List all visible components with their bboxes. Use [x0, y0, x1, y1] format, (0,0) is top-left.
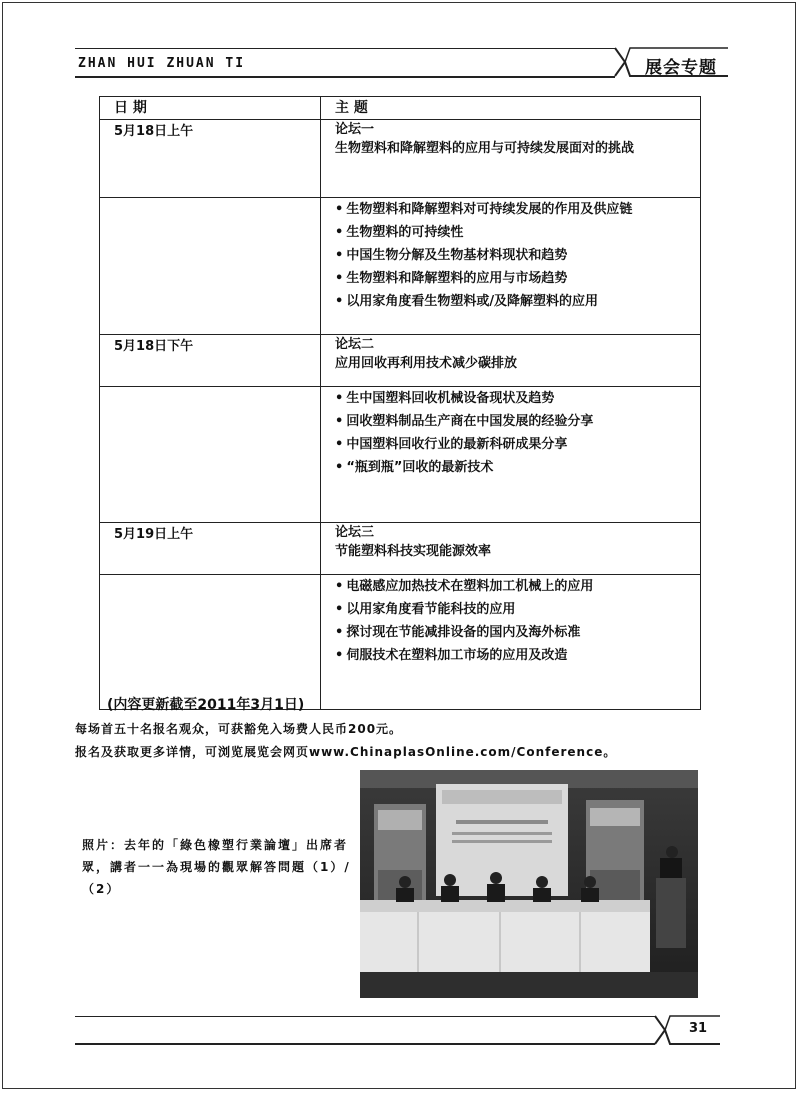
session-date: 5月18日上午 [100, 120, 321, 198]
bullet-list [321, 198, 701, 335]
table-row [100, 120, 701, 198]
conference-photo [360, 770, 698, 998]
empty-cell [100, 387, 321, 523]
update-note: (内容更新截至2011年3月1日) [107, 697, 305, 713]
list-item: • 生物塑料和降解塑料对可持续发展的作用及供应链 [335, 198, 700, 221]
forum-title: 节能塑料科技实现能源效率 [335, 544, 492, 559]
header-topic: 主 题 [321, 97, 701, 120]
list-item: • 探讨现在节能减排设备的国内及海外标准 [335, 621, 700, 644]
table-row [100, 387, 701, 523]
list-item: • 以用家角度看生物塑料或/及降解塑料的应用 [335, 290, 700, 313]
table-row [100, 335, 701, 387]
footer-rule-bottom [75, 1043, 655, 1045]
footer-banner-shape [640, 1012, 730, 1048]
session-date: 5月19日上午 [100, 523, 321, 575]
empty-cell [100, 198, 321, 335]
list-item: • 生物塑料的可持续性 [335, 221, 700, 244]
list-item: • 中国塑料回收行业的最新科研成果分享 [335, 433, 700, 456]
forum-label: 论坛二 [335, 337, 375, 352]
list-item: • 电磁感应加热技术在塑料加工机械上的应用 [335, 575, 700, 598]
list-item: • 伺服技术在塑料加工市场的应用及改造 [335, 644, 700, 667]
header-left-text: ZHAN HUI ZHUAN TI [78, 56, 246, 71]
session-topic [321, 335, 701, 387]
forum-label: 论坛一 [335, 122, 375, 137]
list-item: • “瓶到瓶”回收的最新技术 [335, 456, 700, 479]
photo-caption: 照片：去年的「綠色橡塑行業論壇」出席者眾，講者一一為現場的觀眾解答問題（1）/（2） [82, 838, 351, 896]
forum-title: 应用回收再利用技术减少碳排放 [335, 356, 518, 371]
session-date: 5月18日下午 [100, 335, 321, 387]
list-item: • 中国生物分解及生物基材料现状和趋势 [335, 244, 700, 267]
agenda-table [99, 96, 701, 710]
footer-rule-top [75, 1016, 655, 1017]
conference-scene-image [360, 770, 698, 998]
list-item: • 生中国塑料回收机械设备现状及趋势 [335, 387, 700, 410]
header-date: 日 期 [100, 97, 321, 120]
header-rule-bottom [75, 76, 615, 78]
empty-cell [100, 575, 321, 710]
website-note: 报名及获取更多详情，可浏览展览会网页www.ChinaplasOnline.com/Conference。 [75, 745, 617, 759]
list-item: • 回收塑料制品生产商在中国发展的经验分享 [335, 410, 700, 433]
table-header-row [100, 97, 701, 120]
registration-note: 每场首五十名报名观众，可获豁免入场费人民币200元。 [75, 722, 403, 736]
table-row [100, 523, 701, 575]
header-title: 展会专题 [645, 58, 717, 78]
bullet-list [321, 575, 701, 710]
forum-label: 论坛三 [335, 525, 375, 540]
table-row [100, 575, 701, 710]
list-item: • 以用家角度看节能科技的应用 [335, 598, 700, 621]
session-topic [321, 120, 701, 198]
bullet-list [321, 387, 701, 523]
session-topic [321, 523, 701, 575]
header-rule-top [75, 48, 615, 49]
forum-title: 生物塑料和降解塑料的应用与可持续发展面对的挑战 [335, 141, 635, 156]
list-item: • 生物塑料和降解塑料的应用与市场趋势 [335, 267, 700, 290]
table-row [100, 198, 701, 335]
page-number: 31 [689, 1021, 708, 1036]
